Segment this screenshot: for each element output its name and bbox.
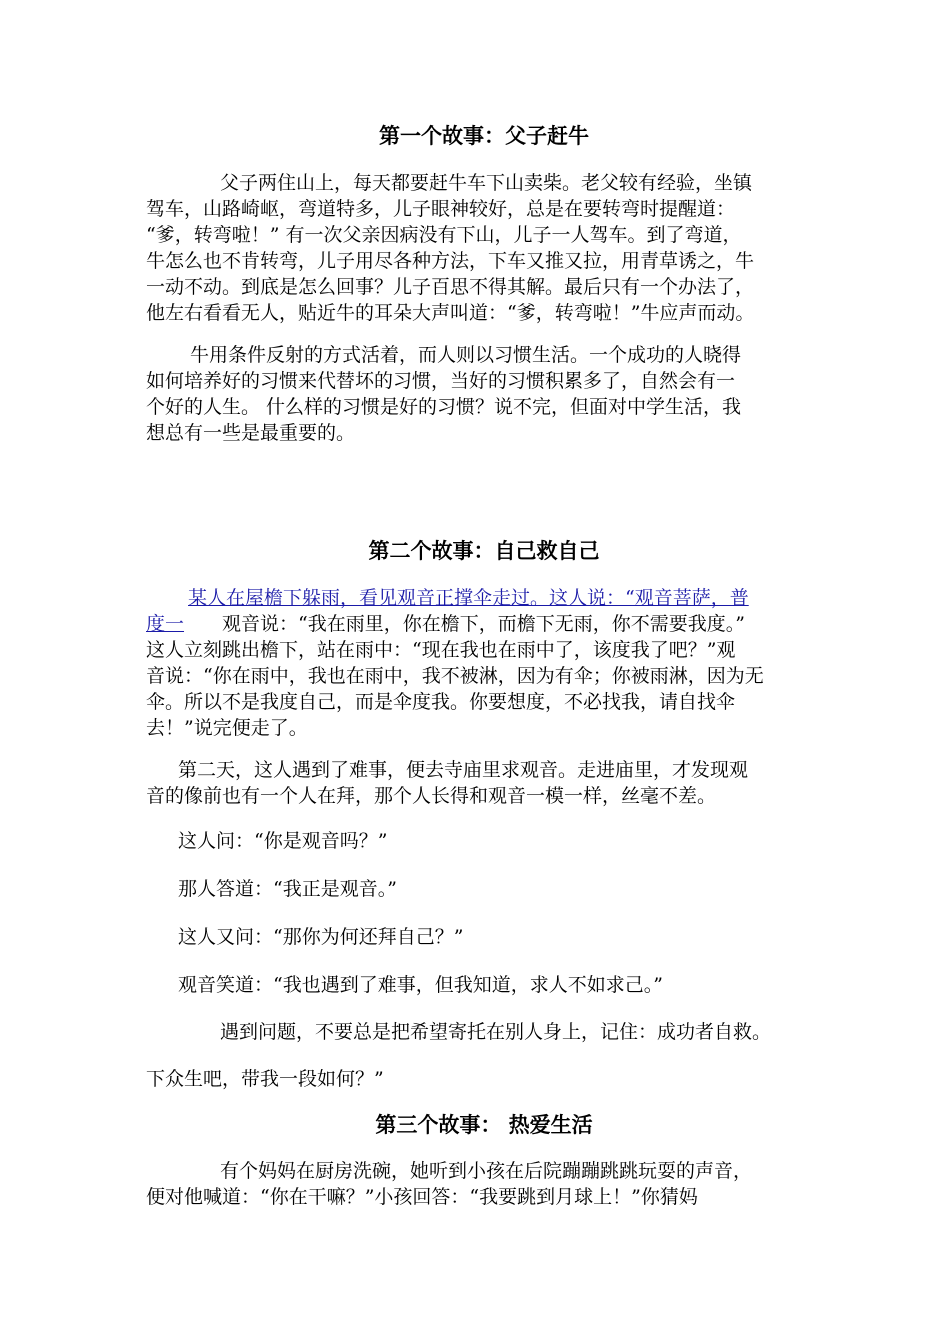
text-line: 便对他喊道：“你在干嘛？”小孩回答：“我要跳到月球上！”你猜妈: [146, 1186, 698, 1208]
text-line: 伞。所以不是我度自己，而是伞度我。你要想度，不必找我，请自找伞: [146, 691, 736, 713]
text-line: 驾车，山路崎岖，弯道特多，儿子眼神较好，总是在要转弯时提醒道：: [146, 198, 736, 220]
text-line: 去！”说完便走了。: [146, 717, 308, 739]
text-line: 牛用条件反射的方式活着，而人则以习惯生活。一个成功的人晓得: [190, 344, 742, 366]
text-line: 第二天，这人遇到了难事，便去寺庙里求观音。走进庙里，才发现观: [178, 759, 749, 781]
story2-paragraph-1: [146, 585, 822, 741]
story1-paragraph-1: [146, 170, 822, 326]
story3-title: 第三个故事： 热爱生活: [375, 1112, 593, 1137]
text-line: 父子两住山上，每天都要赶牛车下山卖柴。老父较有经验，坐镇: [220, 172, 753, 194]
text-line: 音的像前也有一个人在拜，那个人长得和观音一模一样，丝毫不差。: [146, 785, 717, 807]
text-line: 一动不动。到底是怎么回事？儿子百思不得其解。最后只有一个办法了，: [146, 276, 755, 298]
text-segment: 观音说：“我在雨里，你在檐下，而檐下无雨，你不需要我度。”: [222, 613, 745, 635]
text-line: 他左右看看无人，贴近牛的耳朵大声叫道：“爹，转弯啦！”牛应声而动。: [146, 302, 755, 324]
dialog-line-4: 观音笑道：“我也遇到了难事，但我知道，求人不如求己。”: [178, 974, 663, 996]
dialog-line-1: 这人问：“你是观音吗？”: [178, 830, 388, 852]
story2-paragraph-2: [146, 757, 822, 809]
text-line: 想总有一些是最重要的。: [146, 422, 356, 444]
story-link[interactable]: 某人在屋檐下躲雨，看见观音正撑伞走过。这人说：“观音菩萨，普: [188, 587, 749, 609]
dialog-line-3: 这人又问：“那你为何还拜自己？”: [178, 926, 464, 948]
story3-paragraph-1: [146, 1158, 822, 1210]
story1-paragraph-2: [146, 342, 822, 446]
story-link-continued[interactable]: 度一: [146, 613, 185, 635]
text-line: 个好的人生。 什么样的习惯是好的习惯？说不完，但面对中学生活，我: [146, 396, 742, 418]
text-line: 如何培养好的习惯来代替坏的习惯，当好的习惯积累多了，自然会有一: [146, 370, 736, 392]
text-line: 牛怎么也不肯转弯，儿子用尽各种方法，下车又推又拉，用青草诱之，牛: [146, 250, 755, 272]
text-line: 音说：“你在雨中，我也在雨中，我不被淋，因为有伞；你被雨淋，因为无: [146, 665, 764, 687]
dialog-line-2: 那人答道：“我正是观音。”: [178, 878, 397, 900]
story2-title: 第二个故事：自己救自己: [368, 538, 600, 563]
text-line: 这人立刻跳出檐下，站在雨中：“现在我也在雨中了，该度我了吧？”观: [146, 639, 736, 661]
story2-moral: 遇到问题，不要总是把希望寄托在别人身上，记住：成功者自救。: [220, 1021, 772, 1043]
text-line: 有个妈妈在厨房洗碗，她听到小孩在后院蹦蹦跳跳玩耍的声音，: [220, 1160, 753, 1182]
story1-title: 第一个故事：父子赶牛: [379, 123, 589, 148]
text-line: “爹，转弯啦！” 有一次父亲因病没有下山，儿子一人驾车。到了弯道，: [146, 224, 742, 246]
overflow-text-line: 下众生吧，带我一段如何？”: [146, 1068, 384, 1090]
